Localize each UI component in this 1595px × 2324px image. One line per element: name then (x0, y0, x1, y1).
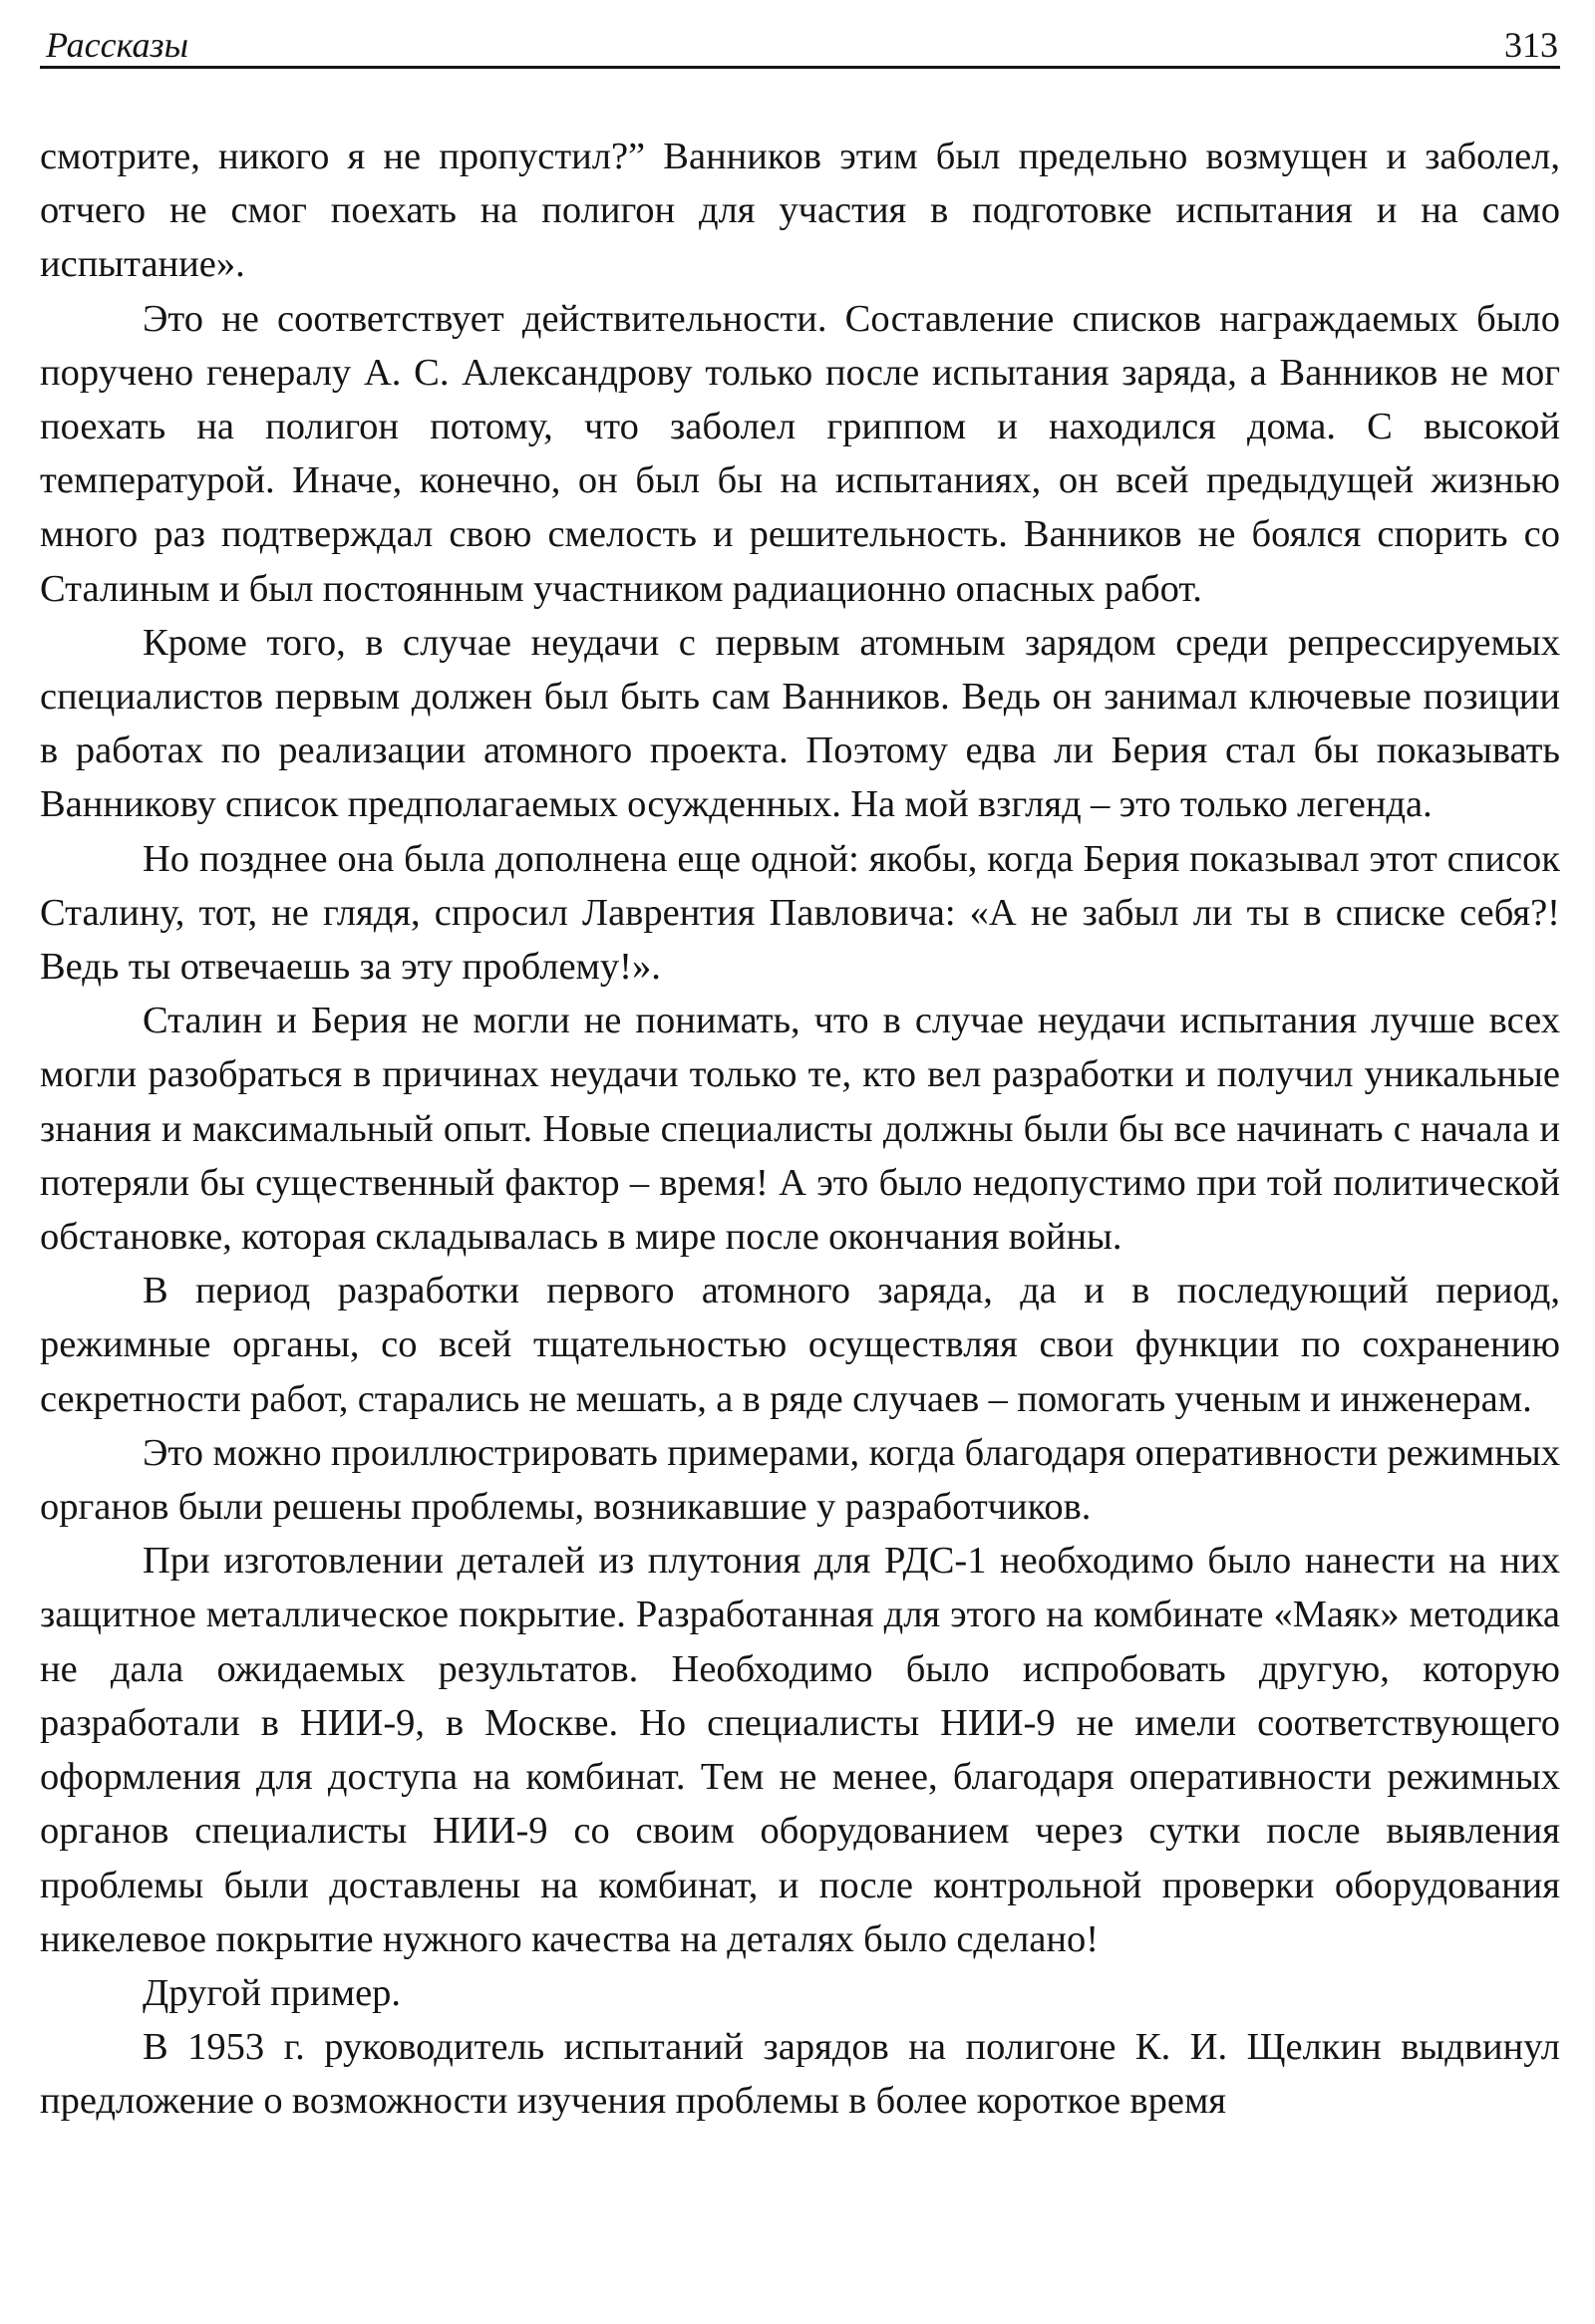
paragraph: Но позднее она была дополнена еще одной: якобы, когда Берия показывал этот список Сталину, тот, не глядя, спросил Лаврентия Павловича: «А не забыл ли ты в списке себя?! Ведь ты отвечаешь за эту проблему!». (40, 837, 1560, 989)
paragraph: смотрите, никого я не пропустил?” Ванников этим был предельно возмущен и заболел, отчего не смог поехать на полигон для участия в подготовке испытания и на само испытание». (40, 136, 1560, 286)
paragraph: Сталин и Берия не могли не понимать, что в случае неудачи испытания лучше всех могли разобраться в причинах неудачи только те, кто вел разработки и получил уникальные знания и максимальный опыт. Новые специалисты должны были бы все начинать с начала и потеряли бы существенный фактор – время! А это было недопустимо при той политической обстановке, которая складывалась в мире после окончания войны. (40, 1000, 1560, 1259)
page-number: 313 (1504, 25, 1558, 65)
paragraph: При изготовлении деталей из плутония для РДС-1 необходимо было нанести на них защитное металлическое покрытие. Разработанная для этого на комбинате «Маяк» методика не дала ожидаемых результатов. Необходимо было испробовать другую, которую разработали в НИИ-9, в Москве. Но специалисты НИИ-9 не имели соответствующего оформления для доступа на комбинат. Тем не менее, благодаря оперативности режимных органов специалисты НИИ-9 со своим оборудованием через сутки после выявления проблемы были доставлены на комбинат, и после контрольной проверки оборудования никелевое покрытие нужного качества на деталях было сделано! (40, 1540, 1560, 1960)
book-page (40, 0, 1560, 2324)
paragraph: В 1953 г. руководитель испытаний зарядов на полигоне К. И. Щелкин выдвинул предложение о возможности изучения проблемы в более короткое время (40, 2026, 1560, 2123)
paragraph: В период разработки первого атомного заряда, да и в последующий период, режимные органы, со всей тщательностью осуществляя свои функции по сохранению секретности работ, старались не мешать, а в ряде случаев – помогать ученым и инженерам. (40, 1270, 1560, 1420)
paragraph: Это можно проиллюстрировать примерами, когда благодаря оперативности режимных органов были решены проблемы, возникавшие у разработчиков. (40, 1431, 1560, 1529)
paragraph: Это не соответствует действительности. Составление списков награждаемых было поручено генералу А. С. Александрову только после испытания заряда, а Ванников не мог поехать на полигон потому, что заболел гриппом и находился дома. С высокой температурой. Иначе, конечно, он был бы на испытаниях, он всей предыдущей жизнью много раз подтверждал свою смелость и решительность. Ванников не боялся спорить со Сталиным и был постоянным участником радиационно опасных работ. (40, 297, 1560, 610)
running-head (40, 18, 1560, 69)
paragraph: Другой пример. (143, 1971, 402, 2014)
section-title: Рассказы (46, 25, 188, 65)
body-text (40, 130, 1560, 2129)
paragraph: Кроме того, в случае неудачи с первым атомным зарядом среди репрессируемых специалистов первым должен был быть сам Ванников. Ведь он занимал ключевые позиции в работах по реализации атомного проекта. Поэтому едва ли Берия стал бы показывать Ванникову список предполагаемых осужденных. На мой взгляд – это только легенда. (40, 621, 1560, 826)
